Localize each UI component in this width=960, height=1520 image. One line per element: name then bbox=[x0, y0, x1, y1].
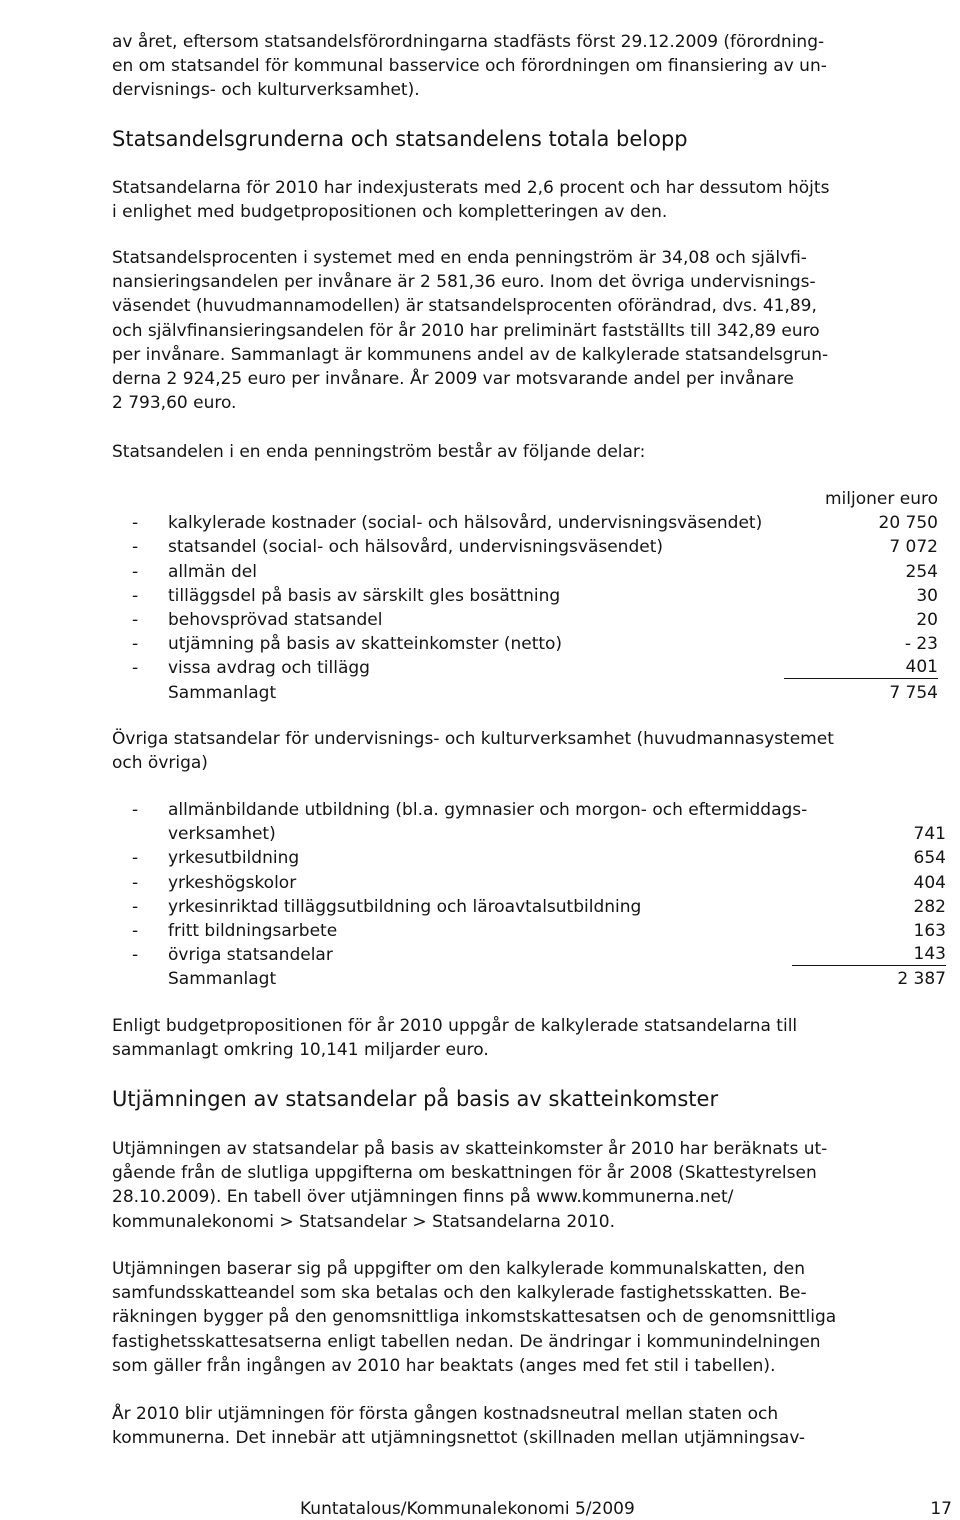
table-row: - allmänbildande utbildning (bl.a. gymnasier och morgon- och eftermiddags- bbox=[132, 800, 808, 820]
paragraph-penningstrom-intro: Statsandelen i en enda penningström består av följande delar: bbox=[112, 442, 646, 462]
paragraph-utjamning-underlag: Utjämningen baserar sig på uppgifter om den kalkylerade kommunalskatten, den samfundsskatteandel som ska betalas och den kalkylerade fastighetsskatten. Be- räkningen bygger på den genomsnittliga inkomstskattesatsen och de genomsnittliga fastighetsskattesatserna enligt tabellen nedan. De ändringar i kommunindelningen som gäller från ingången av 2010 har beaktats (anges med fet stil i tabellen). bbox=[112, 1259, 837, 1376]
ovriga-statsandelar-table bbox=[112, 798, 946, 992]
section-heading-utjamningen: Utjämningen av statsandelar på basis av skatteinkomster bbox=[112, 1087, 719, 1111]
table-unit-row bbox=[112, 487, 938, 511]
table-row: - fritt bildningsarbete 163 bbox=[132, 920, 946, 941]
table-row: - kalkylerade kostnader (social- och hälsovård, undervisningsväsendet) 20 750 bbox=[132, 513, 938, 534]
table-row-continuation: verksamhet) 741 bbox=[168, 824, 946, 845]
statsandel-breakdown-table bbox=[112, 487, 938, 705]
intro-paragraph: av året, eftersom statsandelsförordningarna stadfästs först 29.12.2009 (förordning- en om statsandel för kommunal basservice och förordningen om finansiering av un- dervisnings- och kulturverksamhet). bbox=[112, 32, 827, 101]
paragraph-budget: Enligt budgetpropositionen för år 2010 uppgår de kalkylerade statsandelarna till sammanlagt omkring 10,141 miljarder euro. bbox=[112, 1016, 798, 1061]
paragraph-statsandelsprocent: Statsandelsprocenten i systemet med en enda penningström är 34,08 och självfi- nansieringsandelen per invånare är 2 581,36 euro. Inom det övriga undervisnings- väsendet (huvudmannamodellen) är statsandelsprocenten oförändrad, dvs. 41,89, och självfinansieringsandelen för år 2010 har preliminärt fastställts till 342,89 euro per invånare. Sammanlagt är kommunens andel av de kalkylerade statsandelsgrun- derna 2 924,25 euro per invånare. År 2009 var motsvarande andel per invånare 2 793,60 euro. bbox=[112, 248, 829, 414]
paragraph-kostnadsneutral: År 2010 blir utjämningen för första gången kostnadsneutral mellan staten och kommunerna. Det innebär att utjämningsnettot (skillnaden mellan utjämningsav- bbox=[112, 1404, 806, 1449]
underlined-value: 143 bbox=[792, 943, 946, 966]
table-total-row: Sammanlagt 2 387 bbox=[168, 969, 946, 990]
table-row: - behovsprövad statsandel 20 bbox=[132, 609, 938, 630]
page-number: 17 bbox=[930, 1499, 952, 1519]
table-row: - utjämning på basis av skatteinkomster (netto) - 23 bbox=[132, 634, 938, 655]
table-row: - yrkeshögskolor 404 bbox=[132, 872, 946, 893]
section-heading-statsandelsgrunderna: Statsandelsgrunderna och statsandelens totala belopp bbox=[112, 127, 688, 151]
table-row: - yrkesutbildning 654 bbox=[132, 848, 946, 869]
table-row: - allmän del 254 bbox=[132, 561, 938, 582]
paragraph-utjamning-berakning: Utjämningen av statsandelar på basis av skatteinkomster år 2010 har beräknats ut- gående från de slutliga uppgifterna om beskattningen för år 2008 (Skattestyrelsen 28.10.2009). En tabell över utjämningen finns på www.kommunerna.net/ kommunalekonomi > Statsandelar > Statsandelarna 2010. bbox=[112, 1139, 828, 1232]
footer-publication-title: Kuntatalous/Kommunalekonomi 5/2009 bbox=[300, 1499, 635, 1519]
unit-label: miljoner euro bbox=[824, 489, 938, 509]
paragraph-indexjustering: Statsandelarna för 2010 har indexjusterats med 2,6 procent och har dessutom höjts i enlighet med budgetpropositionen och kompletteringen av den. bbox=[112, 178, 830, 223]
table-row: - övriga statsandelar 143 bbox=[132, 944, 946, 966]
underlined-value: 401 bbox=[784, 656, 938, 679]
table-row: - vissa avdrag och tillägg 401 bbox=[132, 657, 938, 679]
table-row: - yrkesinriktad tilläggsutbildning och läroavtalsutbildning 282 bbox=[132, 896, 946, 917]
section-heading-ovriga-statsandelar: Övriga statsandelar för undervisnings- och kulturverksamhet (huvudmannasystemet och övriga) bbox=[112, 729, 834, 774]
table-row: - tilläggsdel på basis av särskilt gles bosättning 30 bbox=[132, 585, 938, 606]
table-total-row: Sammanlagt 7 754 bbox=[168, 682, 938, 703]
table-row: - statsandel (social- och hälsovård, undervisningsväsendet) 7 072 bbox=[132, 537, 938, 558]
